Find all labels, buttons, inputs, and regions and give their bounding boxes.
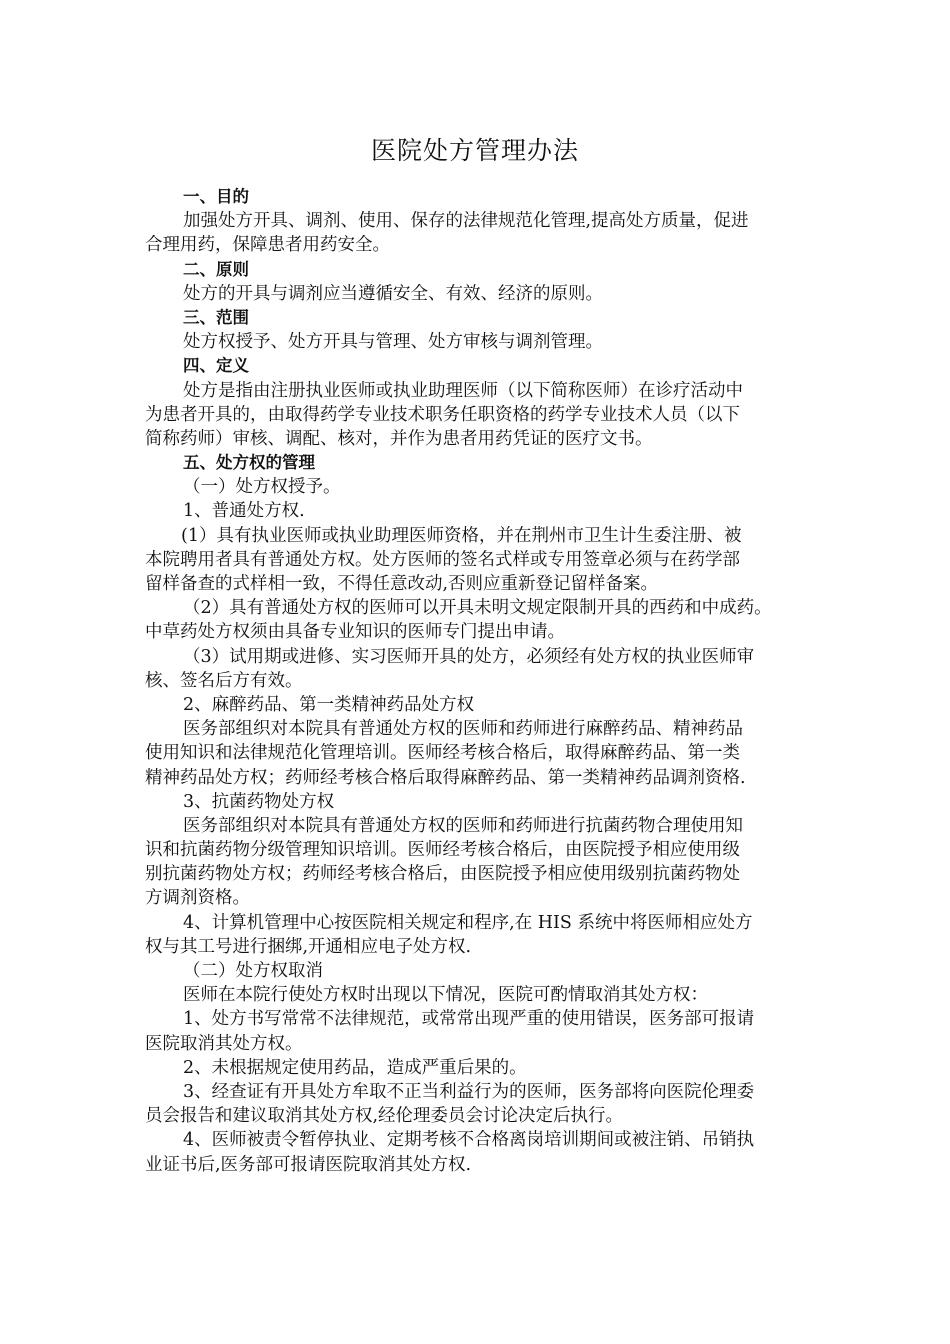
paragraph-line: （一）处方权授予。 (183, 477, 341, 498)
paragraph-line: 医务部组织对本院具有普通处方权的医师和药师进行麻醉药品、精神药品 (183, 719, 743, 740)
paragraph-line: (1）具有执业医师或执业助理医师资格，并在荆州市卫生计生委注册、被 (181, 525, 742, 546)
paragraph-line: 为患者开具的，由取得药学专业技术职务任职资格的药学专业技术人员（以下 (145, 404, 740, 425)
section-heading: 四、定义 (183, 356, 249, 376)
paragraph-line: 方调剂资格。 (145, 888, 250, 909)
paragraph-line: 识和抗菌药物分级管理知识培训。医师经考核合格后，由医院授予相应使用级 (145, 840, 740, 861)
paragraph-line: 医务部组织对本院具有普通处方权的医师和药师进行抗菌药物合理使用知 (183, 815, 743, 836)
paragraph-line: 简称药师）审核、调配、核对，并作为患者用药凭证的医疗文书。 (145, 428, 653, 449)
paragraph-line: （二）处方权取消 (183, 961, 323, 981)
paragraph-line: 业证书后,医务部可报请医院取消其处方权. (145, 1154, 472, 1175)
paragraph-line: 处方是指由注册执业医师或执业助理医师（以下简称医师）在诊疗活动中 (183, 380, 743, 401)
paragraph-line: 4、医师被责令暂停执业、定期考核不合格离岗培训期间或被注销、吊销执 (183, 1130, 755, 1151)
paragraph-line: 中草药处方权须由具备专业知识的医师专门提出申请。 (145, 622, 565, 643)
paragraph-line: 合理用药，保障患者用药安全。 (145, 235, 390, 256)
paragraph-line: 本院聘用者具有普通处方权。处方医师的签名式样或专用签章必须与在药学部 (145, 549, 740, 570)
paragraph-line: 加强处方开具、调剂、使用、保存的法律规范化管理,提高处方质量，促进 (183, 211, 749, 232)
paragraph-line: 3、经查证有开具处方牟取不正当利益行为的医师，医务部将向医院伦理委 (183, 1081, 755, 1102)
section-heading: 一、目的 (183, 187, 249, 206)
section-heading: 二、原则 (183, 259, 249, 279)
paragraph-line: 医师在本院行使处方权时出现以下情况，医院可酌情取消其处方权： (183, 985, 708, 1006)
section-heading: 三、范围 (183, 307, 249, 327)
paragraph-line: 处方的开具与调剂应当遵循安全、有效、经济的原则。 (183, 283, 603, 304)
paragraph-line: 权与其工号进行捆绑,开通相应电子处方权. (145, 936, 472, 957)
paragraph-line: （2）具有普通处方权的医师可以开具未明文规定限制开具的西药和中成药。 (183, 598, 772, 619)
paragraph-line: 2、未根据规定使用药品，造成严重后果的。 (183, 1057, 527, 1078)
paragraph-line: 员会报告和建议取消其处方权,经伦理委员会讨论决定后执行。 (145, 1106, 624, 1127)
paragraph-line: 处方权授予、处方开具与管理、处方审核与调剂管理。 (183, 332, 603, 353)
paragraph-line: 使用知识和法律规范化管理培训。医师经考核合格后，取得麻醉药品、第一类 (145, 743, 740, 764)
paragraph-line: 3、抗菌药物处方权 (183, 791, 335, 812)
section-heading: 五、处方权的管理 (183, 453, 315, 473)
document-title: 医院处方管理办法 (370, 136, 579, 165)
paragraph-line: （3）试用期或进修、实习医师开具的处方，必须经有处方权的执业医师审 (183, 646, 755, 667)
paragraph-line: 精神药品处方权；药师经考核合格后取得麻醉药品、第一类精神药品调剂资格. (145, 767, 746, 788)
paragraph-line: 2、麻醉药品、第一类精神药品处方权 (183, 694, 475, 715)
paragraph-line: 1、普通处方权. (183, 501, 305, 522)
document-body (145, 185, 812, 1177)
paragraph-line: 4、计算机管理中心按医院相关规定和程序,在 HIS 系统中将医师相应处方 (183, 912, 753, 933)
paragraph-line: 别抗菌药物处方权；药师经考核合格后，由医院授予相应使用级别抗菌药物处 (145, 864, 740, 885)
paragraph-line: 医院取消其处方权。 (145, 1033, 303, 1054)
paragraph-line: 1、处方书写常常不法律规范，或常常出现严重的使用错误，医务部可报请 (183, 1009, 755, 1030)
paragraph-line: 核、签名后方有效。 (145, 670, 303, 691)
paragraph-line: 留样备查的式样相一致，不得任意改动,否则应重新登记留样备案。 (145, 574, 659, 594)
